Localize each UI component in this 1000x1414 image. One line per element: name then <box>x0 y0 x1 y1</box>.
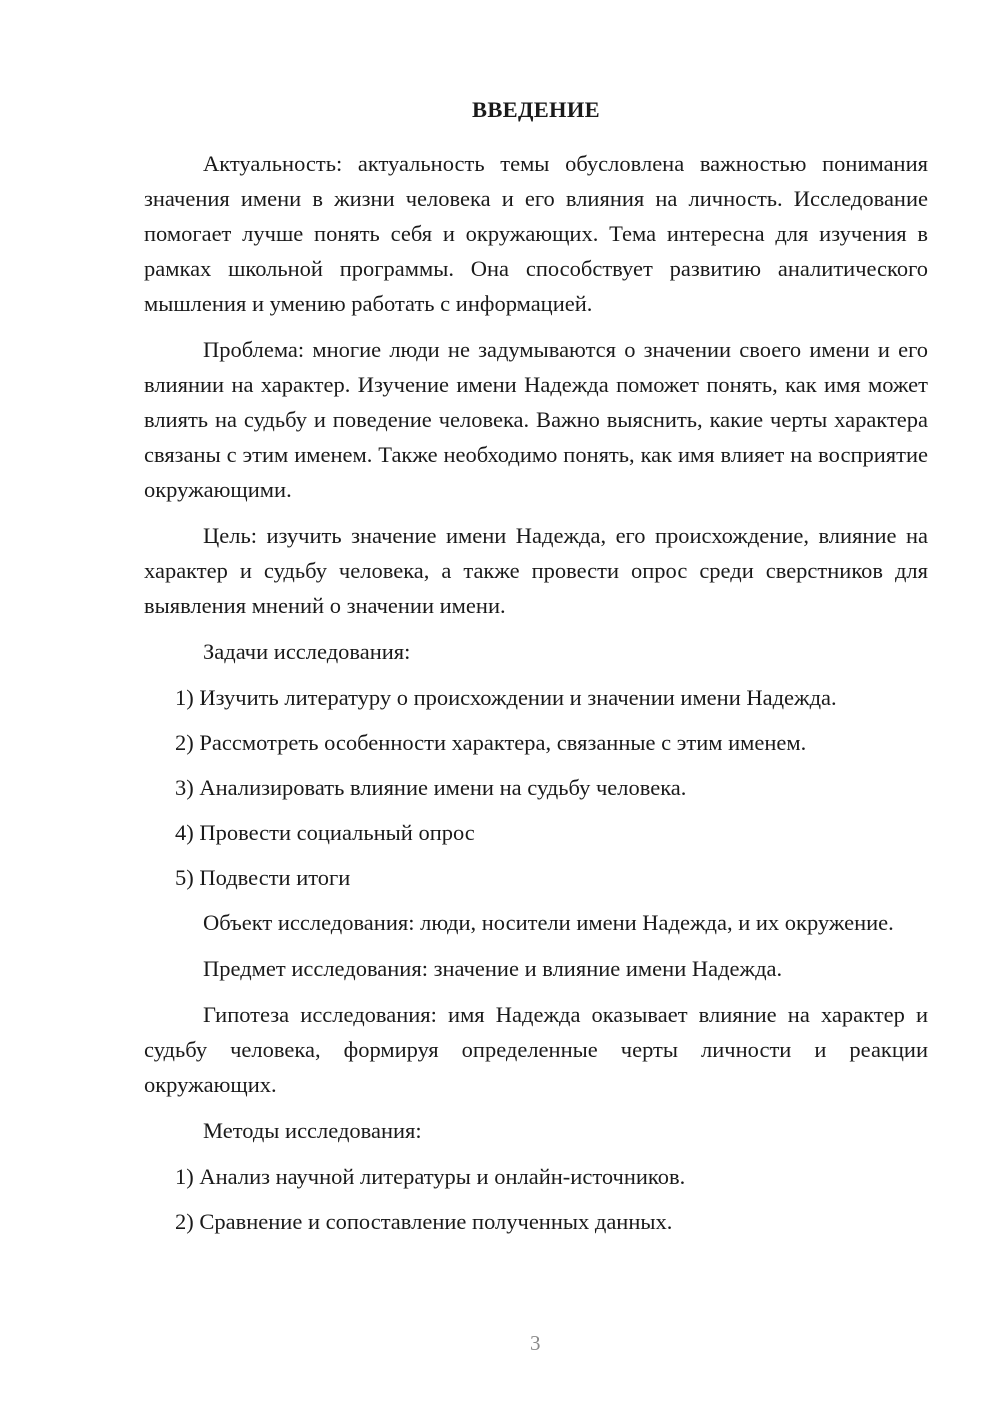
task-item: 1) Изучить литературу о происхождении и значении имени Надежда. <box>175 685 837 710</box>
methods-list <box>144 1159 928 1239</box>
method-item: 1) Анализ научной литературы и онлайн-источников. <box>175 1164 686 1189</box>
page-number: 3 <box>530 1331 541 1355</box>
paragraph-goal: Цель: изучить значение имени Надежда, его происхождение, влияние на характер и судьбу человека, а также провести опрос среди сверстников для выявления мнений о значении имени. <box>144 523 928 618</box>
paragraph-subject: Предмет исследования: значение и влияние имени Надежда. <box>203 956 783 981</box>
task-item: 3) Анализировать влияние имени на судьбу человека. <box>175 775 687 800</box>
section-title: ВВЕДЕНИЕ <box>472 97 600 122</box>
paragraph-problem: Проблема: многие люди не задумываются о значении своего имени и его влиянии на характер. Изучение имени Надежда поможет понять, как имя может влиять на судьбу и поведение человека. Важно выяснить, какие черты характера связаны с этим именем. Также необходимо понять, как имя влияет на восприятие окружающими. <box>144 337 928 502</box>
paragraph-hypothesis: Гипотеза исследования: имя Надежда оказывает влияние на характер и судьбу человека, формируя определенные черты личности и реакции окружающих. <box>144 1002 928 1097</box>
tasks-list <box>144 680 928 895</box>
task-item: 4) Провести социальный опрос <box>175 820 475 845</box>
page-content <box>144 92 928 1249</box>
task-item: 5) Подвести итоги <box>175 865 351 890</box>
method-item: 2) Сравнение и сопоставление полученных данных. <box>175 1209 673 1234</box>
tasks-heading: Задачи исследования: <box>203 639 411 664</box>
task-item: 2) Рассмотреть особенности характера, связанные с этим именем. <box>175 730 807 755</box>
paragraph-relevance: Актуальность: актуальность темы обусловлена важностью понимания значения имени в жизни человека и его влияния на личность. Исследование помогает лучше понять себя и окружающих. Тема интересна для изучения в рамках школьной программы. Она способствует развитию аналитического мышления и умению работать с информацией. <box>144 151 928 316</box>
methods-heading: Методы исследования: <box>203 1118 422 1143</box>
paragraph-object: Объект исследования: люди, носители имени Надежда, и их окружение. <box>203 910 894 935</box>
